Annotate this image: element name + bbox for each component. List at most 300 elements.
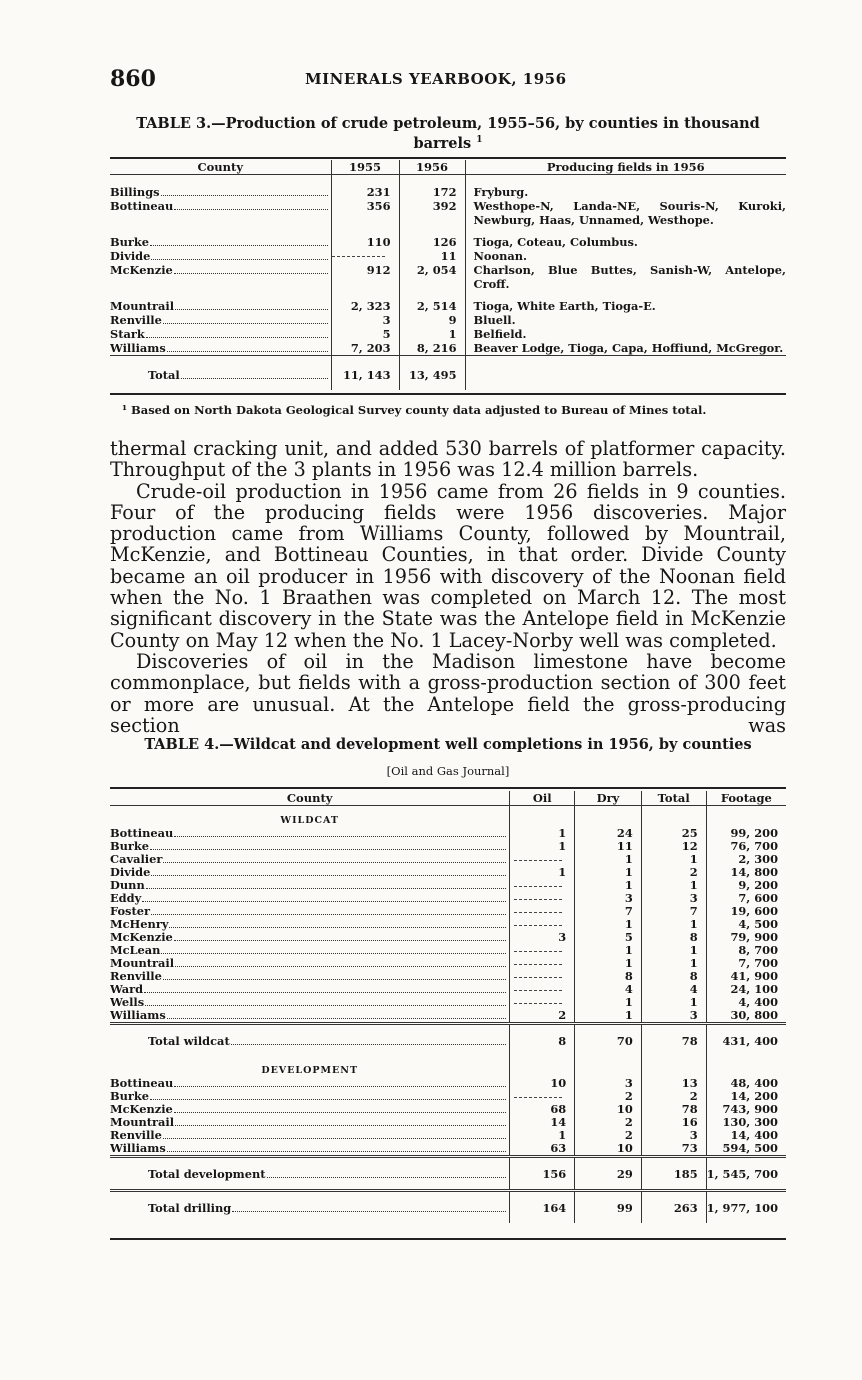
table3-value-1956: 1 (399, 327, 465, 341)
table4-oil (510, 892, 575, 905)
table4-county: Bottineau (110, 1077, 174, 1090)
table4-county: Divide (110, 866, 151, 879)
table3-county-leader (110, 327, 331, 341)
table4-footage: 19, 600 (706, 905, 786, 918)
table3-row (110, 313, 786, 327)
leader-dots (174, 1112, 507, 1113)
empty-dash (514, 912, 562, 913)
table3-county-cell (110, 327, 331, 341)
table4-total-wildcat (110, 1024, 786, 1057)
empty-dash (514, 925, 562, 926)
table3-county: Billings (110, 185, 160, 199)
table4-footage: 99, 200 (706, 827, 786, 840)
table3-fields: Charlson, Blue Buttes, Sanish-W, Antelope, Croff. (465, 263, 786, 291)
leader-dots (146, 337, 328, 338)
table4-county: Foster (110, 905, 150, 918)
table4-row (110, 996, 786, 1009)
table4-total-drilling-total: 263 (641, 1191, 706, 1224)
table4-header-oil: Oil (510, 791, 575, 806)
table4-total-wildcat-dry: 70 (575, 1024, 642, 1057)
table3-county-leader (110, 263, 331, 277)
table3-fields: Bluell. (465, 313, 786, 327)
leader-dots (151, 259, 327, 260)
table3-total-label-leader (148, 368, 331, 382)
table4-total-wildcat-total: 78 (641, 1024, 706, 1057)
table4-county-leader (110, 1090, 509, 1103)
table4-total-drilling-label-leader (148, 1201, 509, 1215)
leader-dots (150, 849, 506, 850)
table4-county: Eddy (110, 892, 142, 905)
table3-footnote: ¹ Based on North Dakota Geological Survey county data adjusted to Bureau of Mines total. (122, 403, 707, 417)
table3-county: Williams (110, 341, 166, 355)
table4-oil (510, 905, 575, 918)
table4-county-cell (110, 1103, 510, 1116)
table4-total-development-label-leader (148, 1167, 509, 1181)
table4-row (110, 1009, 786, 1024)
table3-county-cell (110, 199, 331, 227)
table3-bottom-rule (110, 393, 786, 395)
table4-total: 13 (641, 1077, 706, 1090)
table4-county-leader (110, 996, 509, 1009)
table4-row (110, 840, 786, 853)
table4-county-cell (110, 970, 510, 983)
table4-county-leader (110, 840, 509, 853)
table4-county-leader (110, 827, 509, 840)
empty-cell (706, 1056, 786, 1077)
table4-dry: 1 (575, 1009, 642, 1024)
table4-dry: 1 (575, 853, 642, 866)
table3-title-text: TABLE 3.—Production of crude petroleum, 1955–56, by counties in thousand barrels (136, 115, 760, 152)
development-section-label: DEVELOPMENT (261, 1065, 359, 1076)
table3-total-label: Total (148, 368, 180, 382)
table4-county-cell (110, 827, 510, 840)
table4-footage: 2, 300 (706, 853, 786, 866)
table4-total: 2 (641, 1090, 706, 1103)
table3-body (110, 175, 786, 391)
table4-footage: 14, 200 (706, 1090, 786, 1103)
table4-oil (510, 957, 575, 970)
page-number: 860 (110, 66, 156, 92)
empty-dash (514, 1003, 562, 1004)
table4-footage: 30, 800 (706, 1009, 786, 1024)
table4-row (110, 853, 786, 866)
table4-county-cell (110, 905, 510, 918)
table4-total: 7 (641, 905, 706, 918)
table3-fields: Beaver Lodge, Tioga, Capa, Hoffiund, McGregor. (465, 341, 786, 356)
table4-body (110, 806, 786, 1224)
empty-dash (332, 256, 385, 257)
table4-county: McKenzie (110, 1103, 173, 1116)
table4-total-drilling (110, 1191, 786, 1224)
leader-dots (142, 901, 506, 902)
table4-total-development-label: Total development (148, 1167, 266, 1181)
table3-row (110, 291, 786, 313)
table4-footage: 14, 800 (706, 866, 786, 879)
table3-county-cell (110, 291, 331, 313)
table4-row (110, 1116, 786, 1129)
table4-row (110, 944, 786, 957)
table4-footage: 14, 400 (706, 1129, 786, 1142)
table3-county-cell (110, 175, 331, 200)
table3-row (110, 175, 786, 200)
table3-county: Burke (110, 235, 150, 249)
table3-header-1955: 1955 (331, 160, 399, 175)
table4-county-leader (110, 866, 509, 879)
table4-total-drilling-dry: 99 (575, 1191, 642, 1224)
table4-county-leader (110, 1116, 509, 1129)
table4-county-cell (110, 1009, 510, 1024)
empty-cell (706, 806, 786, 828)
table3-county-leader (110, 199, 331, 213)
leader-dots (144, 992, 506, 993)
table4-dry: 11 (575, 840, 642, 853)
table3-county: Stark (110, 327, 145, 341)
table4-county: Renville (110, 1129, 162, 1142)
table4-oil: 1 (510, 866, 575, 879)
table4-dry: 10 (575, 1103, 642, 1116)
table4-county: Williams (110, 1142, 166, 1155)
table4-dry: 10 (575, 1142, 642, 1157)
table4-county-leader (110, 892, 509, 905)
table4-county: Burke (110, 1090, 150, 1103)
table4-county: Mountrail (110, 957, 175, 970)
table4-county: Mountrail (110, 1116, 175, 1129)
table3-fields: Tioga, Coteau, Columbus. (465, 227, 786, 249)
table4-total: 3 (641, 1009, 706, 1024)
leader-dots (167, 1018, 507, 1019)
table3-value-1955: 912 (331, 263, 399, 291)
table4-row (110, 970, 786, 983)
table4-footage: 24, 100 (706, 983, 786, 996)
table4-oil: 2 (510, 1009, 575, 1024)
table4-county-leader (110, 970, 509, 983)
table3-value-1955: 5 (331, 327, 399, 341)
leader-dots (174, 209, 327, 210)
table4-header-row (110, 791, 786, 806)
table3-fields: Noonan. (465, 249, 786, 263)
table4-dry: 3 (575, 892, 642, 905)
table4-row (110, 957, 786, 970)
table3-county-cell (110, 313, 331, 327)
table4-footage: 743, 900 (706, 1103, 786, 1116)
table3-header-1956: 1956 (399, 160, 465, 175)
leader-dots (150, 1099, 506, 1100)
leader-dots (174, 1086, 506, 1087)
leader-dots (181, 378, 328, 379)
table4-county: Cavalier (110, 853, 163, 866)
leader-dots (175, 309, 327, 310)
table4-footage: 8, 700 (706, 944, 786, 957)
table4-source: [Oil and Gas Journal] (386, 764, 510, 778)
leader-dots (167, 1151, 507, 1152)
table4-total-development-oil: 156 (510, 1157, 575, 1191)
table4-footage: 79, 900 (706, 931, 786, 944)
empty-cell (510, 806, 575, 828)
table4-total: 16 (641, 1116, 706, 1129)
table4-total-wildcat-label: Total wildcat (148, 1034, 230, 1048)
table3 (110, 160, 786, 390)
table3-value-1955: 2, 323 (331, 291, 399, 313)
table4-oil (510, 970, 575, 983)
table4-oil (510, 879, 575, 892)
table3-fields: Fryburg. (465, 175, 786, 200)
table3-value-1955: 110 (331, 227, 399, 249)
table4-row (110, 931, 786, 944)
table3-total-row (110, 356, 786, 391)
table4-county-leader (110, 879, 509, 892)
table4-title: TABLE 4.—Wildcat and development well completions in 1956, by counties (144, 736, 752, 753)
table3-value-1956: 9 (399, 313, 465, 327)
table4-county-cell (110, 879, 510, 892)
table3-total-1955: 11, 143 (331, 356, 399, 391)
leader-dots (163, 862, 506, 863)
table4-dry: 3 (575, 1077, 642, 1090)
table4-total: 1 (641, 957, 706, 970)
leader-dots (231, 1044, 507, 1045)
table4-county-leader (110, 1009, 509, 1022)
table4-total: 25 (641, 827, 706, 840)
table4-footage: 594, 500 (706, 1142, 786, 1157)
table4-footage: 48, 400 (706, 1077, 786, 1090)
table4-dry: 2 (575, 1129, 642, 1142)
table4-oil: 1 (510, 840, 575, 853)
table4-footage: 9, 200 (706, 879, 786, 892)
table4-footage: 76, 700 (706, 840, 786, 853)
table3-fields: Tioga, White Earth, Tioga-E. (465, 291, 786, 313)
table4-county-cell (110, 892, 510, 905)
table3-row (110, 249, 786, 263)
leader-dots (267, 1177, 507, 1178)
body-text (110, 438, 786, 736)
table4-footage: 4, 500 (706, 918, 786, 931)
empty-cell (575, 1056, 642, 1077)
table4-total: 1 (641, 853, 706, 866)
table4-row (110, 1077, 786, 1090)
table4-oil: 63 (510, 1142, 575, 1157)
table4-county-cell (110, 944, 510, 957)
table4-total: 3 (641, 892, 706, 905)
table4-oil: 10 (510, 1077, 575, 1090)
table3-county-cell (110, 341, 331, 356)
table4-county-cell (110, 1129, 510, 1142)
table4-total-wildcat-footage: 431, 400 (706, 1024, 786, 1057)
table4-county-cell (110, 853, 510, 866)
table4-dry: 1 (575, 918, 642, 931)
table4-dry: 1 (575, 944, 642, 957)
table4-county-cell (110, 840, 510, 853)
table4-county: Ward (110, 983, 144, 996)
empty-dash (514, 886, 562, 887)
leader-dots (151, 914, 506, 915)
table4-county-leader (110, 905, 509, 918)
leader-dots (232, 1211, 506, 1212)
table4-total-wildcat-label-cell (110, 1024, 510, 1057)
table3-county-cell (110, 249, 331, 263)
table4-oil: 3 (510, 931, 575, 944)
table4-county: McHenry (110, 918, 169, 931)
leader-dots (150, 245, 327, 246)
empty-dash (514, 951, 562, 952)
table4-county: Wells (110, 996, 145, 1009)
table3-row (110, 227, 786, 249)
table4-footage: 4, 400 (706, 996, 786, 1009)
table4-county-cell (110, 918, 510, 931)
table3-value-1955: 3 (331, 313, 399, 327)
table4-total-development-label-cell (110, 1157, 510, 1191)
leader-dots (146, 888, 507, 889)
table3-county-leader (110, 185, 331, 199)
table3-fields: Belfield. (465, 327, 786, 341)
table4-total: 2 (641, 866, 706, 879)
table4-county: Renville (110, 970, 162, 983)
table4-oil: 68 (510, 1103, 575, 1116)
leader-dots (163, 1138, 507, 1139)
empty-dash (514, 860, 562, 861)
table4-header-total: Total (641, 791, 706, 806)
table4-dry: 1 (575, 996, 642, 1009)
table4-total-wildcat-oil: 8 (510, 1024, 575, 1057)
table4-row (110, 918, 786, 931)
table3-header-fields: Producing fields in 1956 (465, 160, 786, 175)
table3-value-1956: 172 (399, 175, 465, 200)
table4-row (110, 983, 786, 996)
leader-dots (175, 966, 506, 967)
table4-county: Williams (110, 1009, 166, 1022)
table4-county-leader (110, 931, 509, 944)
empty-dash (514, 899, 562, 900)
table4-total: 1 (641, 996, 706, 1009)
table4-row (110, 892, 786, 905)
table4-total-wildcat-label-leader (148, 1034, 509, 1048)
table4-dry: 8 (575, 970, 642, 983)
table4-total: 12 (641, 840, 706, 853)
table3-value-1956: 8, 216 (399, 341, 465, 356)
table3-value-1956: 11 (399, 249, 465, 263)
table3-county-leader (110, 299, 331, 313)
table4-county-cell (110, 866, 510, 879)
empty-dash (514, 1097, 562, 1098)
table4-county-cell (110, 1116, 510, 1129)
leader-dots (161, 953, 506, 954)
table3-value-1956: 392 (399, 199, 465, 227)
table4-footage: 7, 700 (706, 957, 786, 970)
development-section-label-row (110, 1056, 786, 1077)
table3-county: McKenzie (110, 263, 173, 277)
table3-header-county: County (197, 160, 244, 174)
empty-cell (641, 1056, 706, 1077)
table3-county-leader (110, 341, 331, 355)
table4-dry: 1 (575, 957, 642, 970)
table3-county-leader (110, 249, 331, 263)
table4-total: 78 (641, 1103, 706, 1116)
table4-dry: 2 (575, 1116, 642, 1129)
wildcat-section-label-row (110, 806, 786, 828)
table3-footnote-ref: 1 (476, 135, 483, 145)
table4-county-cell (110, 1077, 510, 1090)
table4-county-leader (110, 1077, 509, 1090)
table3-value-1956: 126 (399, 227, 465, 249)
table4-county: Burke (110, 840, 150, 853)
leader-dots (163, 323, 328, 324)
table4-header-footage: Footage (706, 791, 786, 806)
table3-county: Divide (110, 249, 151, 263)
table4-dry: 24 (575, 827, 642, 840)
leader-dots (174, 836, 506, 837)
table4-dry: 7 (575, 905, 642, 918)
table3-county: Mountrail (110, 299, 175, 313)
leader-dots (175, 1125, 506, 1126)
table4-footage: 130, 300 (706, 1116, 786, 1129)
table3-value-1956: 2, 054 (399, 263, 465, 291)
table3-value-1955: 356 (331, 199, 399, 227)
table4-dry: 1 (575, 879, 642, 892)
table4-county-leader (110, 944, 509, 957)
table4-dry: 1 (575, 866, 642, 879)
table4-county-leader (110, 983, 509, 996)
table3-header-row (110, 160, 786, 175)
table3-county-cell (110, 227, 331, 249)
table4 (110, 791, 786, 1223)
empty-cell (510, 1056, 575, 1077)
wildcat-section-label: WILDCAT (280, 815, 339, 826)
table3-county: Bottineau (110, 199, 174, 213)
running-head: MINERALS YEARBOOK, 1956 (305, 70, 567, 88)
table4-county-cell (110, 983, 510, 996)
table4-row (110, 905, 786, 918)
table3-county: Renville (110, 313, 162, 327)
table3-fields: Westhope-N, Landa-NE, Souris-N, Kuroki, Newburg, Haas, Unnamed, Westhope. (465, 199, 786, 227)
table4-oil: 1 (510, 827, 575, 840)
table3-county-leader (110, 235, 331, 249)
table4-footage: 7, 600 (706, 892, 786, 905)
table3-row (110, 199, 786, 227)
table4-county: Bottineau (110, 827, 174, 840)
table4-row (110, 1142, 786, 1157)
paragraph-3: Discoveries of oil in the Madison limestone have become commonplace, but fields with a gross-production section of 300 feet or more are unusual. At the Antelope field the gross-producing section was (110, 649, 786, 737)
table4-total: 3 (641, 1129, 706, 1142)
table4-county-leader (110, 918, 509, 931)
table3-county-cell (110, 263, 331, 291)
empty-dash (514, 964, 562, 965)
table4-dry: 5 (575, 931, 642, 944)
table4-footage: 41, 900 (706, 970, 786, 983)
table4-row (110, 879, 786, 892)
table4-total-drilling-label-cell (110, 1191, 510, 1224)
table3-value-1955: 7, 203 (331, 341, 399, 356)
table4-county-leader (110, 1103, 509, 1116)
empty-dash (514, 977, 562, 978)
paragraph-1: thermal cracking unit, and added 530 barrels of platformer capacity. Throughput of the 3 plants in 1956 was 12.4 million barrels. (110, 437, 786, 482)
empty-cell (641, 806, 706, 828)
table4-total: 8 (641, 970, 706, 983)
table4-county-leader (110, 1142, 509, 1155)
table4-county-cell (110, 931, 510, 944)
table4-county: McKenzie (110, 931, 173, 944)
table3-row (110, 263, 786, 291)
table3-total-label-cell (110, 356, 331, 391)
table4-total: 73 (641, 1142, 706, 1157)
table4-total-development-total: 185 (641, 1157, 706, 1191)
table4-total: 1 (641, 944, 706, 957)
table4-county-leader (110, 853, 509, 866)
empty-cell (575, 806, 642, 828)
empty-dash (514, 990, 562, 991)
leader-dots (174, 273, 328, 274)
table4-county-cell (110, 957, 510, 970)
table4-total-drilling-label: Total drilling (148, 1201, 232, 1215)
table4-bottom-rule (110, 1238, 786, 1240)
table3-value-1956: 2, 514 (399, 291, 465, 313)
